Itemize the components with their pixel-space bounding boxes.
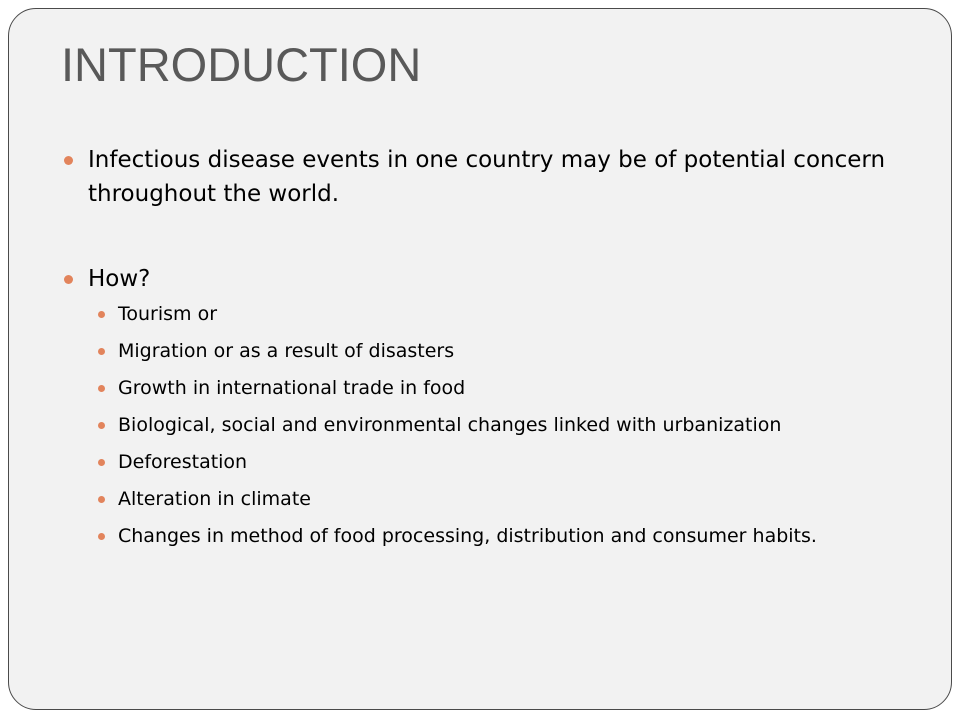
sub-bullet-list (61, 301, 901, 549)
bullet-item (61, 143, 901, 211)
sub-bullet-item (61, 338, 901, 364)
sub-bullet-text: Changes in method of food processing, distribution and consumer habits. (118, 525, 817, 547)
slide (8, 8, 952, 710)
bullet-text: How? (88, 266, 151, 292)
sub-bullet-dot-icon (98, 311, 105, 318)
sub-bullet-dot-icon (98, 385, 105, 392)
slide-body (61, 143, 901, 560)
sub-bullet-text: Migration or as a result of disasters (118, 340, 455, 362)
sub-bullet-text: Deforestation (118, 451, 248, 473)
sub-bullet-item (61, 449, 901, 475)
sub-bullet-item (61, 375, 901, 401)
bullet-dot-icon (64, 275, 73, 284)
sub-bullet-text: Biological, social and environmental changes linked with urbanization (118, 414, 782, 436)
sub-bullet-item (61, 301, 901, 327)
sub-bullet-text: Tourism or (118, 303, 218, 325)
bullet-item (61, 262, 901, 296)
sub-bullet-item (61, 523, 901, 549)
sub-bullet-dot-icon (98, 422, 105, 429)
bullet-dot-icon (64, 156, 73, 165)
sub-bullet-item (61, 486, 901, 512)
sub-bullet-dot-icon (98, 496, 105, 503)
sub-bullet-dot-icon (98, 459, 105, 466)
sub-bullet-item (61, 412, 901, 438)
sub-bullet-dot-icon (98, 348, 105, 355)
sub-bullet-dot-icon (98, 533, 105, 540)
slide-title: INTRODUCTION (61, 38, 422, 91)
sub-bullet-text: Growth in international trade in food (118, 377, 466, 399)
bullet-text: Infectious disease events in one country may be of potential concern throughout the world. (88, 147, 886, 207)
sub-bullet-text: Alteration in climate (118, 488, 311, 510)
